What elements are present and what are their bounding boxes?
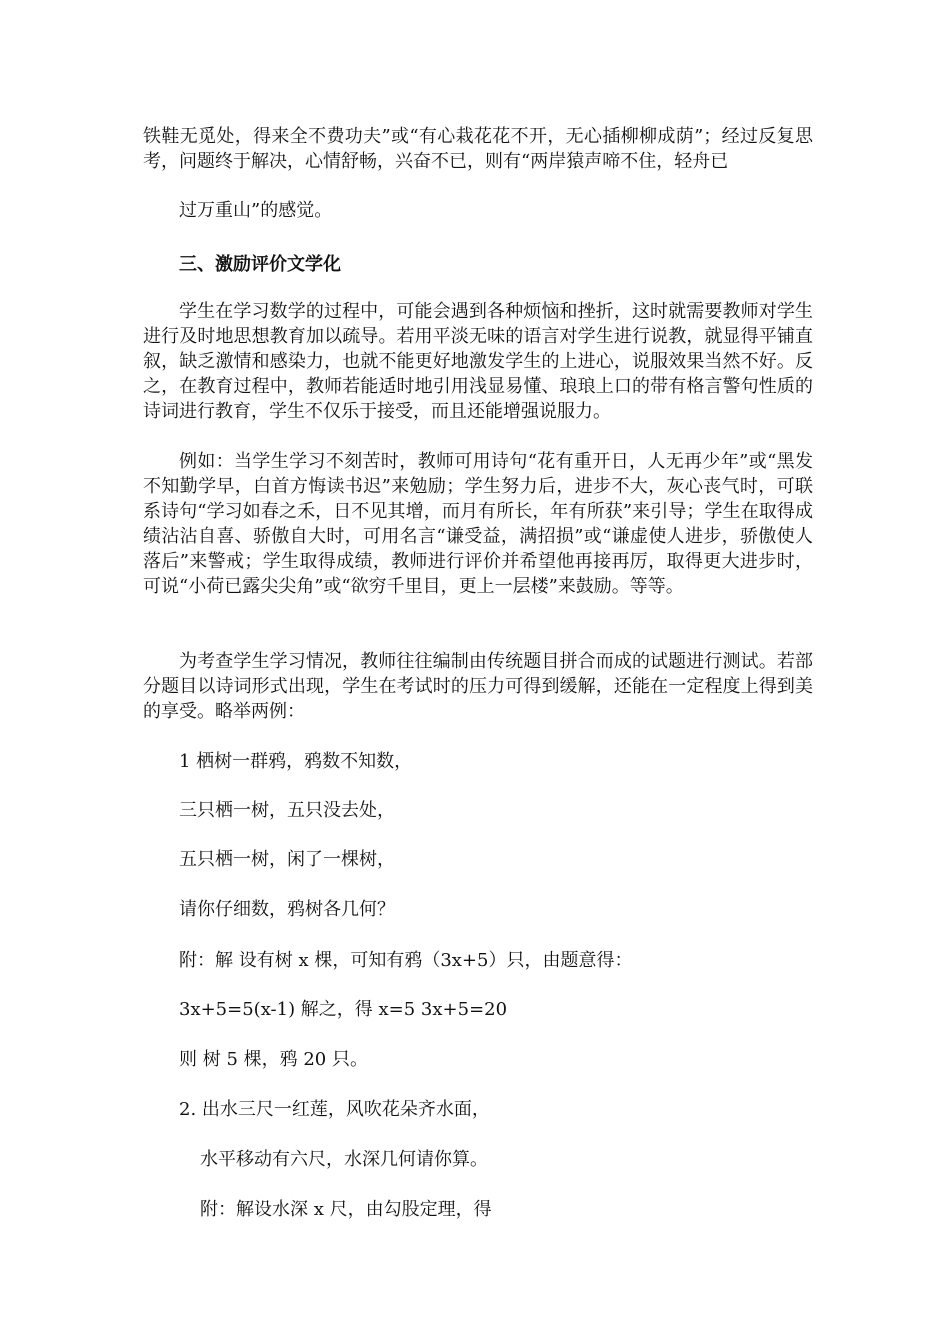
paragraph-encouragement: 学生在学习数学的过程中，可能会遇到各种烦恼和挫折，这时就需要教师对学生进行及时地思想教育加以疏导。若用平淡无味的语言对学生进行说教，就显得平铺直叙，缺乏激情和感染力，也就不能更好地激发学生的上进心，说服效果当然不好。反之，在教育过程中，教师若能适时地引用浅显易懂、琅琅上口的带有格言警句性质的诗词进行教育，学生不仅乐于接受，而且还能增强说服力。 (143, 301, 813, 422)
poem1-line1: 1 栖树一群鸦，鸦数不知数， (179, 751, 413, 772)
poem1-line4: 请你仔细数，鸦树各几何？ (179, 899, 395, 920)
poem1-equation: 3x+5=5(x-1) 解之，得 x=5 3x+5=20 (179, 999, 508, 1020)
paragraph-continued: 铁鞋无觅处，得来全不费功夫”或“有心栽花花不开，无心插柳柳成荫”；经过反复思考，问题终于解决，心情舒畅，兴奋不已，则有“两岸猿声啼不住，轻舟已 (143, 126, 813, 172)
paragraph-test-intro: 为考查学生学习情况，教师往往编制由传统题目拼合而成的试题进行测试。若部分题目以诗词形式出现，学生在考试时的压力可得到缓解，还能在一定程度上得到美的享受。略举两例： (143, 651, 813, 722)
poem2-line2: 水平移动有六尺，水深几何请你算。 (200, 1149, 488, 1170)
paragraph-examples: 例如：当学生学习不刻苦时，教师可用诗句“花有重开日，人无再少年”或“黑发不知勤学早，白首方悔读书迟”来勉励；学生努力后，进步不大，灰心丧气时，可联系诗句“学习如春之禾，日不见其增，而月有所长，年有所获”来引导；学生在取得成绩沾沾自喜、骄傲自大时，可用名言“谦受益，满招损”或“谦虚使人进步，骄傲使人落后”来警戒；学生取得成绩，教师进行评价并希望他再接再厉，取得更大进步时，可说“小荷已露尖尖角”或“欲穷千里目，更上一层楼”来鼓励。等等。 (143, 451, 813, 597)
poem1-line3: 五只栖一树，闲了一棵树， (179, 849, 395, 870)
poem1-solution: 附：解 设有树 x 棵，可知有鸦（3x+5）只，由题意得： (179, 950, 633, 971)
poem1-line2: 三只栖一树，五只没去处， (179, 800, 395, 821)
paragraph-continued-end: 过万重山”的感觉。 (179, 200, 333, 221)
poem1-answer: 则 树 5 棵，鸦 20 只。 (179, 1049, 368, 1070)
poem2-solution: 附：解设水深 x 尺，由勾股定理，得 (200, 1199, 492, 1220)
poem2-line1: 2. 出水三尺一红莲，风吹花朵齐水面， (179, 1099, 490, 1120)
section-heading: 三、激励评价文学化 (179, 254, 341, 275)
